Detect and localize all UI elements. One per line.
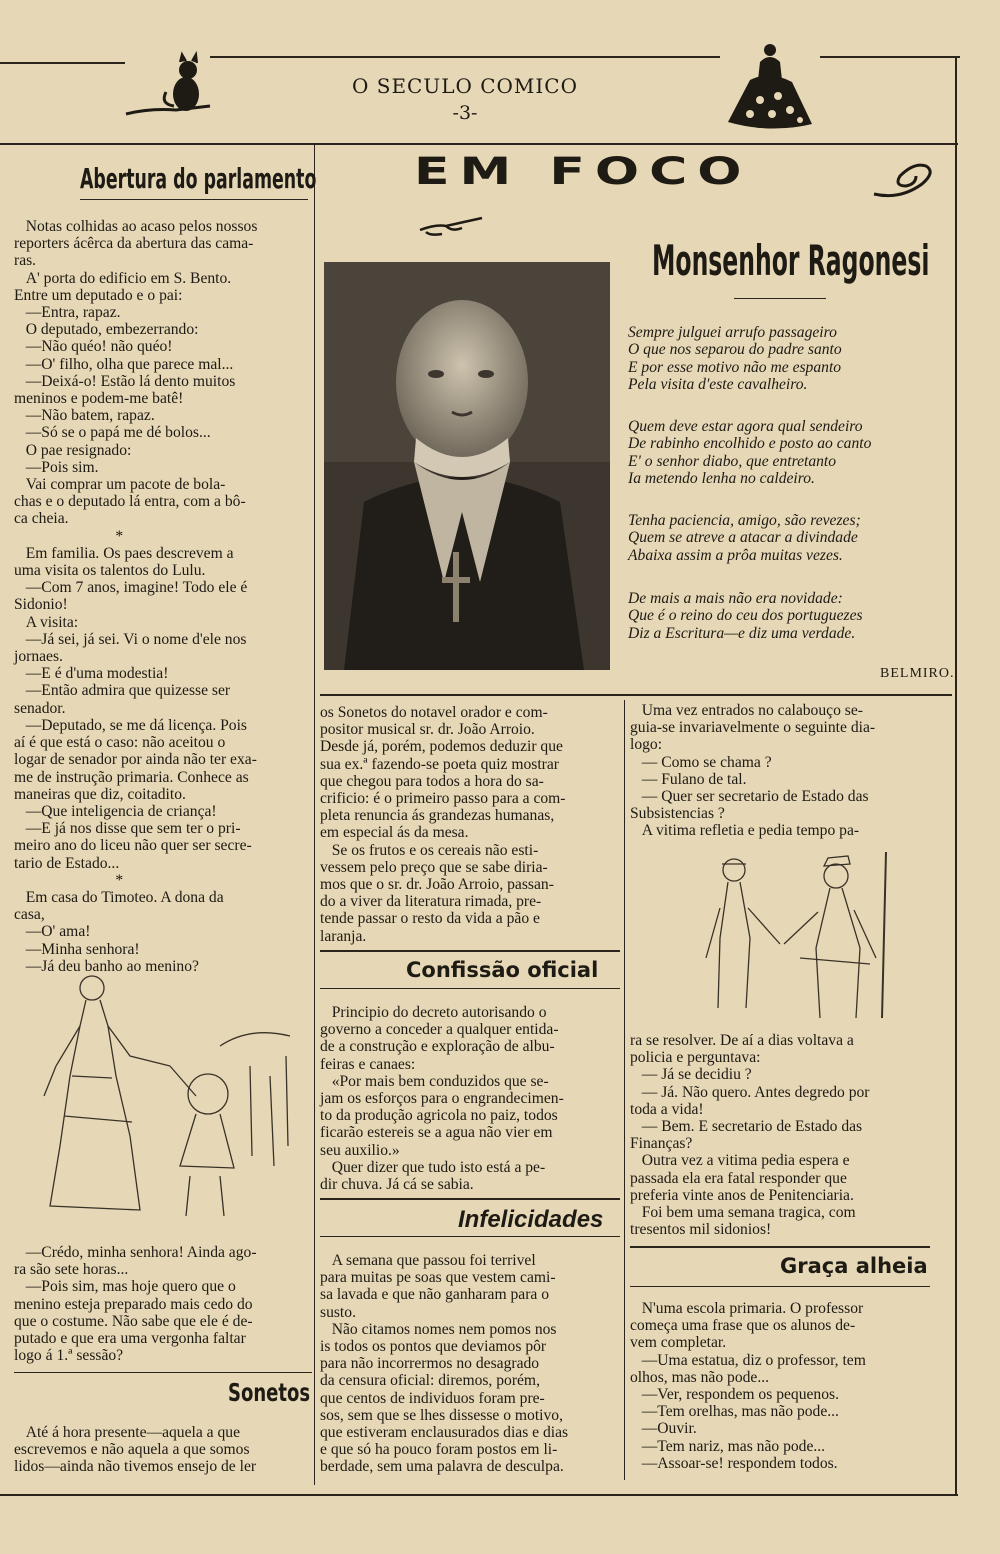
parliament-text-continued: —Crédo, minha senhora! Ainda ago- ra são sete horas... —Pois sim, mas hoje quero que o menino esteja preparado mais cedo do que o costume. Não sabe que ele é de- putado e que era uma vergonha faltar logo á 1.ª sessão? <box>14 1244 257 1365</box>
graca-bottom-rule <box>630 1286 930 1287</box>
column-divider-2 <box>624 700 625 1480</box>
sonnet-stanza-2: Quem deve estar agora qual sendeiro De rabinho encolhido e posto ao canto E' o senhor diabo, que entretanto Ia metendo lenha no caldeiro. <box>628 418 872 488</box>
graca-top-rule <box>630 1246 930 1248</box>
sonnet-stanza-3: Tenha paciencia, amigo, são revezes; Quem se atreve a atacar a divindade Abaixa assim a prôa muitas vezes. <box>628 512 861 564</box>
parliament-heading: Abertura do parlamento <box>80 162 317 195</box>
em-foco-bottom-rule <box>320 694 952 696</box>
clown-icon <box>720 40 820 132</box>
parliament-heading-rule <box>80 199 308 200</box>
em-foco-heading: EM FOCO <box>414 150 752 194</box>
mother-child-illustration <box>20 966 310 1234</box>
scroll-ornament-icon <box>870 160 936 200</box>
sonnet-stanza-4: De mais a mais não era novidade: Que é o reino do ceu dos portuguezes Diz a Escritura—e diz uma verdade. <box>628 590 863 642</box>
parliament-text: Notas colhidas ao acaso pelos nossos reporters ácêrca da abertura das cama- ras. A' porta do edificio em S. Bento. Entre um deputado e o pai: —Entra, rapaz. O deputado, embezerrando: —Não quéo! não quéo! —O' filho, olha que parece mal... —Deixá-o! Estão lá dento muitos meninos e podem-me batê! —Não batem, rapaz. —Só se o papá me dé bolos... O pae resignado: —Pois sim. Vai comprar um pacote de bola- chas e o deputado lá entra, com a bô- ca cheia. * Em familia. Os paes descrevem a uma visita os talentos do Lulu. —Com 7 anos, imagine! Todo ele é Sidonio! A visita: —Já sei, já sei. Vi o nome d'ele nos jornaes. —E é d'uma modestia! —Então admira que quizesse ser senador. —Deputado, se me dá licença. Pois aí é que está o caso: não aceitou o logar de senador por ainda não ter exa- me de instrução primaria. Conhece as maneiras que diz, coitadito. —Que inteligencia de criança! —E já nos disse que sem ter o pri- meiro ano do liceu não quer ser secre- tario de Estado... * Em casa do Timoteo. A dona da casa, —O' ama! —Minha senhora! —Já deu banho ao menino? <box>14 218 258 975</box>
pointing-hand-icon <box>416 208 488 238</box>
infelicidades-top-rule <box>320 1198 620 1200</box>
calabouco-text-continued: ra se resolver. De aí a dias voltava a policia e perguntava: — Já se decidiu ? — Já. Não quero. Antes degredo por toda a vida! — Bem. E secretario de Estado das Finanças? Outra vez a vitima pedia espera e passada ela era fatal responder que preferia vinte anos de Penitenciaria. Foi bem uma semana tragica, com tresentos mil sidonios! <box>630 1032 870 1239</box>
infelicidades-text: A semana que passou foi terrivel para muitas pe soas que vestem cami- sa lavada e que não ganharam para o susto. Não citamos nomes nem pomos nos is todos os pontos que deviamos pôr para não incorrermos no desagrado da censura oficial: diremos, porém, que centos de individuos foram pre- sos, sem que se lhes dissesse o motivo, que estiveram enclausurados dias e dias e que só ha pouco foram postos em li- berdade, sem uma palavra de desculpa. <box>320 1252 569 1476</box>
page-number: -3- <box>452 102 478 124</box>
column-divider-1 <box>314 145 315 1485</box>
sonnet-signature: BELMIRO. <box>880 666 955 681</box>
header-bottom-rule <box>0 143 958 145</box>
confissao-heading: Confissão oficial <box>406 958 599 982</box>
infelicidades-heading: Infelicidades <box>458 1206 604 1233</box>
right-border-rule <box>955 56 957 1496</box>
monsenhor-name: Monsenhor Ragonesi <box>652 236 930 285</box>
confissao-top-rule <box>320 950 620 952</box>
newspaper-title: O SECULO COMICO <box>351 74 579 98</box>
infelicidades-bottom-rule <box>320 1236 620 1237</box>
cat-icon <box>120 48 212 120</box>
header-rule-right <box>820 56 960 58</box>
calabouco-text: Uma vez entrados no calabouço se- guia-se invariavelmente o seguinte dia- logo: — Como se chama ? — Fulano de tal. — Quer ser secretario de Estado das Subsistencias ? A vitima refletia e pedia tempo pa- <box>630 702 876 840</box>
confissao-text: Principio do decreto autorisando o governo a conceder a qualquer entida- de a construção e exploração de albu- feiras e canaes: «Por mais bem conduzidos que se- jam os esforços para o engrandecimen- to da produção agricola no paiz, todos ficarão estereis se a agua não vier em seu auxilio.» Quer dizer que tudo isto está a pe- dir chuva. Já cá se sabia. <box>320 1004 564 1194</box>
sonetos-heading: Sonetos <box>228 1378 311 1407</box>
header-rule-center <box>210 56 720 58</box>
graca-text: N'uma escola primaria. O professor começa uma frase que os alunos de- vem completar. —Uma estatua, diz o professor, tem olhos, mas não pode... —Ver, respondem os pequenos. —Tem orelhas, mas não pode... —Ouvir. —Tem nariz, mas não pode... —Assoar-se! respondem todos. <box>630 1300 866 1472</box>
bottom-border-rule <box>0 1494 958 1496</box>
sonetos-continued-text: os Sonetos do notavel orador e com- positor musical sr. dr. João Arroio. Desde já, porém, podemos deduzir que sua ex.ª fazendo-se poeta quiz mostrar que chegou para todos a hora do sa- crificio: é o primeiro passo para a com- pleta renuncia ás grandezas humanas, em especial ás da mesa. Se os frutos e os cereais não esti- vessem pelo preço que se sabe diria- mos que o sr. dr. João Arroio, passan- do a viver da literatura rimada, pre- tende passar o resto da vida a pão e laranja. <box>320 704 566 945</box>
prisoner-soldier-illustration <box>700 848 920 1026</box>
confissao-bottom-rule <box>320 988 620 989</box>
sonnet-stanza-1: Sempre julguei arrufo passageiro O que nos separou do padre santo E por esse motivo não me espanto Pela visita d'este cavalheiro. <box>628 324 842 394</box>
portrait-illustration <box>324 262 610 670</box>
sonetos-text: Até á hora presente—aquela a que escrevemos e não aquela a que somos lidos—ainda não tivemos ensejo de ler <box>14 1424 257 1476</box>
name-underline <box>734 298 826 299</box>
header-rule-left <box>0 62 125 64</box>
sonetos-top-rule <box>14 1372 312 1373</box>
graca-heading: Graça alheia <box>780 1254 928 1278</box>
